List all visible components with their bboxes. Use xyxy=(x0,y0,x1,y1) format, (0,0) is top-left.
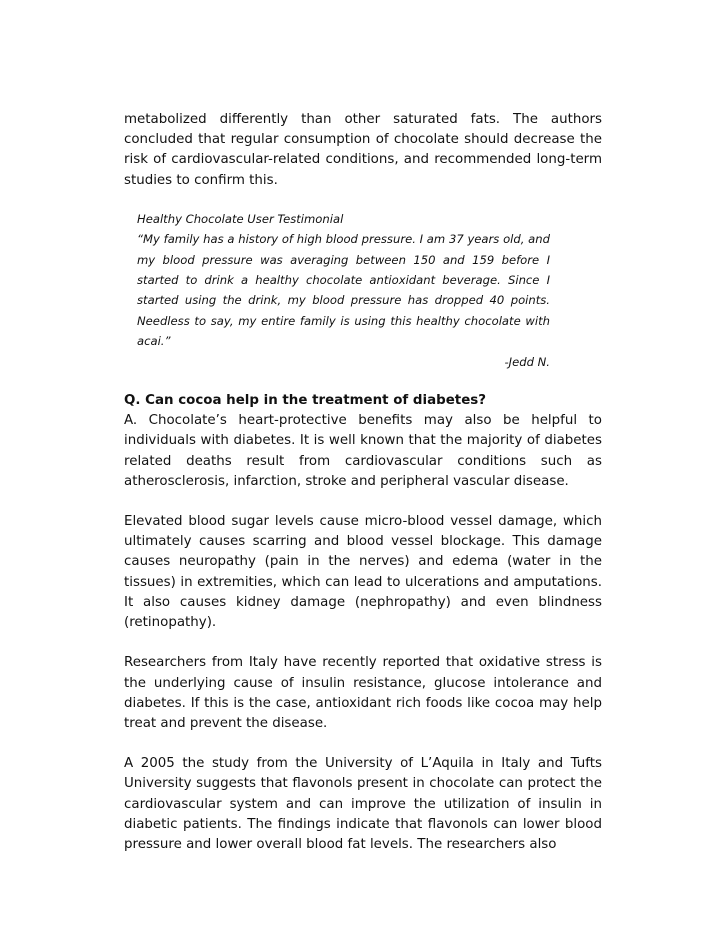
testimonial-title: Healthy Chocolate User Testimonial xyxy=(137,211,344,226)
diabetes-answer-paragraph: A. Chocolate’s heart-protective benefits may also be helpful to individuals with diabetes. It is well known that the majority of diabetes related deaths result from cardiovascular conditions such as atherosclerosis, infarction, stroke and peripheral vascular disease. xyxy=(124,413,602,489)
testimonial-quote: “My family has a history of high blood pressure. I am 37 years old, and my blood pressure was averaging between 150 and 159 before I started to drink a healthy chocolate antioxidant beverage. Since I started using the drink, my blood pressure has dropped 40 points. Needless to say, my entire family is using this healthy chocolate with acai.” xyxy=(137,232,550,349)
testimonial-block xyxy=(137,209,550,372)
intro-paragraph: metabolized differently than other saturated fats. The authors concluded that regular consumption of chocolate should decrease the risk of cardiovascular-related conditions, and recommended long-term studies to confirm this. xyxy=(124,112,602,188)
question-heading: Q. Can cocoa help in the treatment of diabetes? xyxy=(124,393,487,409)
study-2005-paragraph: A 2005 the study from the University of L’Aquila in Italy and Tufts University suggests that flavonols present in chocolate can protect the cardiovascular system and can improve the utilization of insulin in diabetic patients. The findings indicate that flavonols can lower blood pressure and lower overall blood fat levels. The researchers also xyxy=(124,756,602,852)
testimonial-author: -Jedd N. xyxy=(504,354,550,369)
blood-sugar-paragraph: Elevated blood sugar levels cause micro-blood vessel damage, which ultimately causes scarring and blood vessel blockage. This damage causes neuropathy (pain in the nerves) and edema (water in the tissues) in extremities, which can lead to ulcerations and amputations. It also causes kidney damage (nephropathy) and even blindness (retinopathy). xyxy=(124,514,602,631)
italy-research-paragraph: Researchers from Italy have recently reported that oxidative stress is the underlying cause of insulin resistance, glucose intolerance and diabetes. If this is the case, antioxidant rich foods like cocoa may help treat and prevent the disease. xyxy=(124,655,602,731)
document-page xyxy=(124,110,602,855)
